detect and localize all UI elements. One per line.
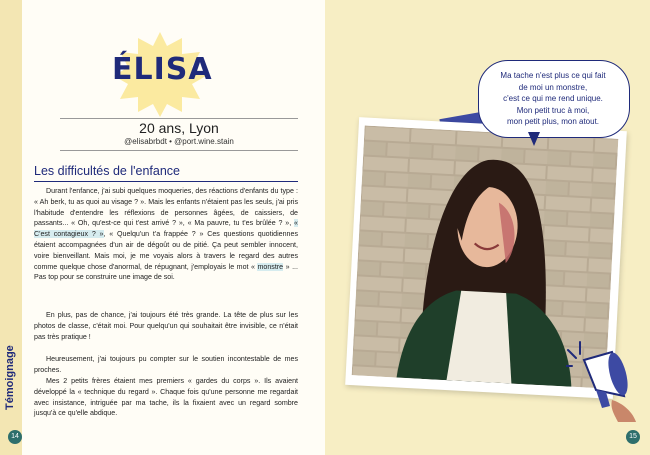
section-underline xyxy=(34,181,298,182)
megaphone-icon xyxy=(566,338,638,422)
p2-text: En plus, pas de chance, j'ai toujours été très grande. La tête de plus sur les photos de classe, c'était moi. Pour quelqu'un qui souhaitait être invisible, ce n'était pas très pratique ! xyxy=(34,311,298,341)
paragraph-4 xyxy=(34,376,298,419)
paragraph-1 xyxy=(34,186,298,283)
quote-text xyxy=(482,70,624,128)
quote-line-3: c'est ce qui me rend unique. xyxy=(503,94,603,103)
p1-after: » ... Pas top pour se construire une image de soi. xyxy=(34,262,298,282)
p3-text: Heureusement, j'ai toujours pu compter sur le soutien incontestable de mes proches. xyxy=(34,355,298,374)
age-city: 20 ans, Lyon xyxy=(139,120,219,136)
section-title: Les difficultés de l'enfance xyxy=(34,164,181,178)
highlight-monstre: monstre xyxy=(257,262,284,271)
highlight-contagieux: « C'est contagieux ? » xyxy=(34,219,298,239)
page-number-right: 15 xyxy=(626,430,640,444)
quote-line-1: Ma tache n'est plus ce qui fait xyxy=(500,71,606,80)
divider-bottom xyxy=(60,150,298,151)
side-label xyxy=(4,340,18,410)
social-handles: @elisabrbdt • @port.wine.stain xyxy=(124,137,234,146)
p1-before: Durant l'enfance, j'ai subi quelques moqueries, des réactions d'enfants du type : « Ah berk, tu as quoi au visage ? ». Mais les enfants n'étaient pas les seuls, j'ai pris l'habitude d'entendre les réflexions de personnes âgées, de caissiers, de passants... « Oh, qu'est-ce qui t'est arrivé ? », « Ma pauvre, tu t'es brûlée ? », xyxy=(34,187,298,228)
quote-line-2: de moi un monstre, xyxy=(518,82,588,92)
paragraph-2 xyxy=(34,310,298,342)
page-number-left: 14 xyxy=(8,430,22,444)
quote-line-5: mon petit plus, mon atout. xyxy=(506,117,600,126)
paragraph-3 xyxy=(34,354,298,376)
profile-name: ÉLISA xyxy=(112,52,213,87)
p4-text: Mes 2 petits frères étaient mes premiers « gardes du corps ». Ils avaient développé la « technique du regard ». Chaque fois qu'une personne me regardait avec insistance, intriguée par ma tache, ils la fixaient avec un regard sombre jusqu'à ce qu'elle abdique. xyxy=(34,377,298,418)
side-label-text: Témoignage xyxy=(4,345,16,410)
divider-top xyxy=(60,118,298,119)
quote-line-4: Mon petit truc à moi, xyxy=(516,105,590,115)
speech-bubble-tail xyxy=(528,132,540,146)
p1-middle: , « Quelqu'un t'a frappée ? » Ces questions quotidiennes étaient accompagnées d'un air de dégoût ou de pitié. Ça peut sembler innocent, voire bienveillant. Mais moi, je me voyais alors à travers le regard des autres comme quelque chose d'anormal, de répugnant, j'employais le mot « xyxy=(34,230,298,271)
